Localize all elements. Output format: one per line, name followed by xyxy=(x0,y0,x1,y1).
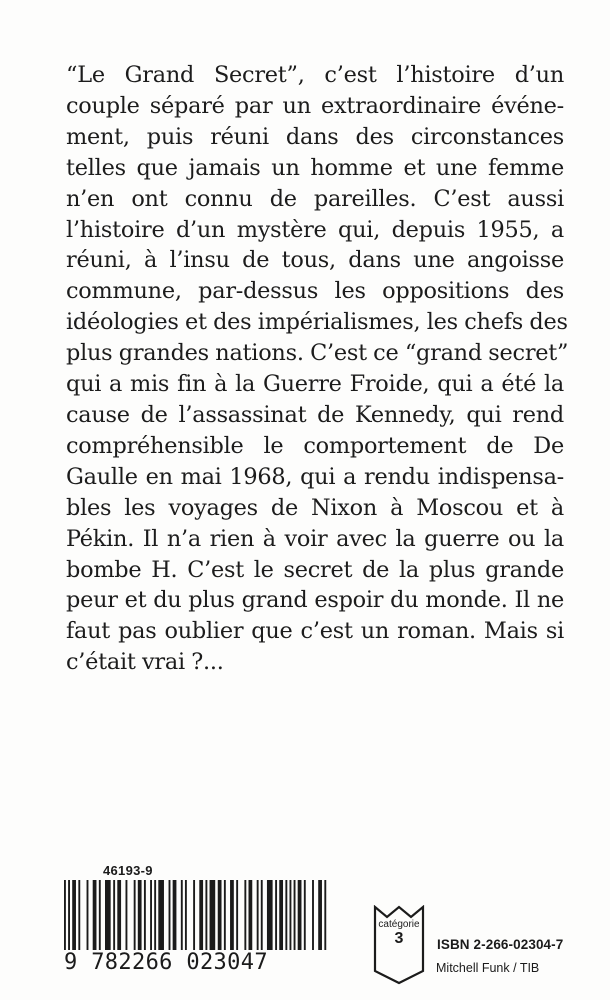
barcode-bar xyxy=(230,880,234,954)
barcode-bar xyxy=(99,880,101,954)
barcode-bar xyxy=(257,880,259,954)
category-label: catégorie xyxy=(378,919,420,930)
blurb-text xyxy=(66,60,569,678)
category-badge xyxy=(373,913,425,948)
blurb-line: bles les voyages de Nixon à Moscou et à xyxy=(66,494,564,521)
barcode-bar xyxy=(138,880,142,954)
blurb-line: plus grandes nations. C’est ce “grand secret” xyxy=(66,340,569,367)
barcode-bar xyxy=(199,880,203,954)
barcode-bar xyxy=(64,880,66,954)
barcode-bar xyxy=(244,880,246,954)
barcode-bar xyxy=(324,880,326,954)
barcode-bar xyxy=(173,880,177,954)
barcode-bar xyxy=(210,880,216,954)
blurb-line: “Le Grand Secret”, c’est l’histoire d’un xyxy=(66,62,564,88)
barcode-bar xyxy=(150,880,152,954)
blurb-line: ment, puis réuni dans des circonstances xyxy=(66,123,564,150)
barcode-bar xyxy=(193,880,195,954)
barcode-bar xyxy=(267,880,273,954)
blurb-line: idéologies et des impérialismes, les chefs des xyxy=(66,309,568,336)
barcode-bar xyxy=(261,880,263,954)
barcode-digits: 9 782266 023047 xyxy=(64,950,328,976)
barcode-bar xyxy=(205,880,207,954)
blurb-line: faut pas oublier que c’est un roman. Mais si xyxy=(66,618,564,645)
blurb-line: Pékin. Il n’a rien à voir avec la guerre ou la xyxy=(66,525,564,552)
barcode-bar xyxy=(134,880,136,954)
barcode-bar xyxy=(290,880,292,954)
blurb-line: l’histoire d’un mystère qui, depuis 1955, a xyxy=(66,216,564,243)
barcode-bar xyxy=(68,880,70,954)
barcode-bar xyxy=(158,880,164,954)
barcode-bar xyxy=(154,880,156,954)
barcode-top-number: 46193-9 xyxy=(103,863,153,878)
barcode-bar xyxy=(312,880,314,954)
blurb-line: réuni, à l’insu de tous, dans une angoisse xyxy=(66,247,564,274)
barcode-bar xyxy=(181,880,183,954)
blurb-line: c’était vrai ?... xyxy=(66,649,224,676)
blurb-line: bombe H. C’est le secret de la plus grande xyxy=(66,556,564,583)
barcode-bar xyxy=(294,880,296,954)
publisher-credit: Mitchell Funk / TIB xyxy=(436,961,540,975)
barcode-bar xyxy=(117,880,121,954)
barcode-bar xyxy=(218,880,222,954)
blurb-line: peur et du plus grand espoir du monde. Il ne xyxy=(66,587,564,614)
barcode-bar xyxy=(93,880,97,954)
blurb-line: n’en ont connu de pareilles. C’est aussi xyxy=(66,185,564,212)
barcode xyxy=(63,880,329,954)
blurb-line: compréhensible le comportement de De xyxy=(66,432,564,459)
blurb-line: couple séparé par un extraordinaire événe- xyxy=(66,92,564,119)
barcode-bar xyxy=(279,880,283,954)
category-number: 3 xyxy=(394,930,404,947)
barcode-bar xyxy=(72,880,76,954)
isbn: ISBN 2-266-02304-7 xyxy=(437,937,564,952)
barcode-bar xyxy=(113,880,115,954)
barcode-bar xyxy=(224,880,226,954)
barcode-bar xyxy=(169,880,171,954)
blurb-line: cause de l’assassinat de Kennedy, qui rend xyxy=(66,401,564,428)
blurb-line: telles que jamais un homme et une femme xyxy=(66,154,564,181)
blurb-line: commune, par-dessus les oppositions des xyxy=(66,278,564,305)
barcode-bar xyxy=(126,880,128,954)
barcode-bar xyxy=(144,880,146,954)
barcode-bar xyxy=(105,880,111,954)
barcode-bar xyxy=(87,880,89,954)
barcode-bar xyxy=(236,880,238,954)
barcode-bar xyxy=(298,880,302,954)
blurb-line: Gaulle en mai 1968, qui a rendu indispensa- xyxy=(66,463,564,490)
barcode-bar xyxy=(304,880,306,954)
barcode-bar xyxy=(318,880,322,954)
barcode-bar xyxy=(285,880,287,954)
blurb-line: qui a mis fin à la Guerre Froide, qui a été la xyxy=(66,371,564,398)
barcode-bar xyxy=(275,880,277,954)
barcode-bar xyxy=(78,880,80,954)
barcode-bar xyxy=(249,880,253,954)
barcode-bar xyxy=(185,880,187,954)
